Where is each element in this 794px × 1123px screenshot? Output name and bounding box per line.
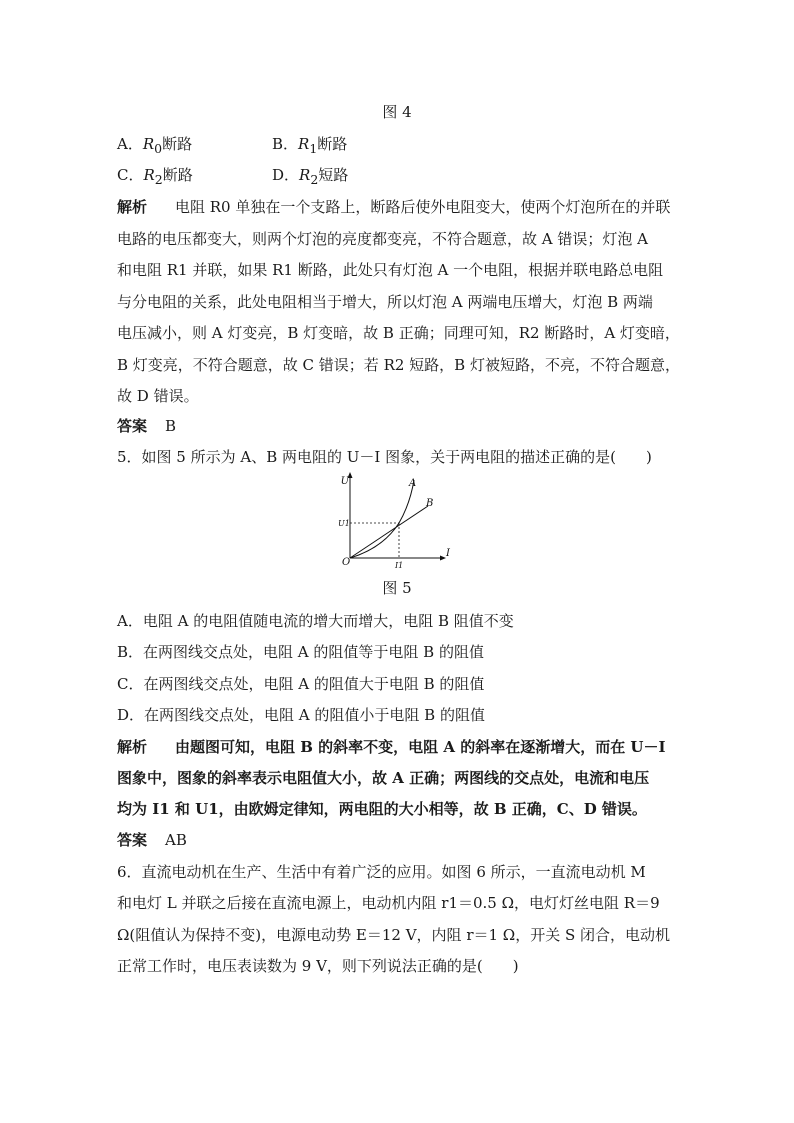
q5-analysis-line: 图象中，图象的斜率表示电阻值大小，故 A 正确；两图线的交点处，电流和电压 [117,769,650,787]
curve-b [350,506,428,558]
q4-option-d [272,165,348,190]
option-var: R [143,166,155,184]
option-sub: 0 [154,141,163,156]
analysis-label: 解析 [117,198,148,216]
q5-option-d: D．在两图线交点处，电阻 A 的阻值小于电阻 B 的阻值 [117,706,485,724]
y-axis-label: U [340,476,349,487]
option-var: R [298,135,310,153]
q6-stem-line: Ω(阻值认为保持不变)，电源电动势 E＝12 V，内阻 r＝1 Ω，开关 S 闭合，电动机 [117,926,671,944]
answer-label: 答案 [117,831,148,849]
answer-value: B [165,417,177,435]
option-var: R [299,166,311,184]
q5-analysis-line: 均为 I1 和 U1，由欧姆定律知，两电阻的大小相等，故 B 正确，C、D 错误。 [117,800,647,818]
q6-stem-line: 和电灯 L 并联之后接在直流电源上，电动机内阻 r1＝0.5 Ω，电灯灯丝电阻 R＝9 [117,894,660,912]
q4-answer [117,416,176,436]
option-sub: 2 [310,172,319,187]
q5-option-a: A．电阻 A 的电阻值随电流的增大而增大，电阻 B 阻值不变 [117,612,514,630]
option-label: A． [117,135,143,153]
q4-analysis-line: 和电阻 R1 并联，如果 R1 断路，此处只有灯泡 A 一个电阻，根据并联电路总电阻 [117,261,664,279]
u1-label: U1 [338,519,350,528]
option-sub: 2 [154,172,163,187]
option-label: D． [272,166,300,184]
answer-label: 答案 [117,417,148,435]
figure-4-caption: 图 4 [382,103,412,121]
q4-option-a [117,134,192,159]
option-sub: 1 [309,141,318,156]
analysis-label: 解析 [117,738,148,756]
q6-stem-line: 6．直流电动机在生产、生活中有着广泛的应用。如图 6 所示，一直流电动机 M [117,863,646,881]
q4-analysis-line: 电压减小，则 A 灯变亮，B 灯变暗，故 B 正确；同理可知，R2 断路时，A 灯变暗， [117,324,680,342]
figure-5-caption: 图 5 [382,579,412,597]
option-text: 断路 [162,166,193,184]
q6-stem-line: 正常工作时，电压表读数为 9 V，则下列说法正确的是( ) [117,957,519,975]
option-text: 断路 [317,135,348,153]
q5-ui-graph [338,470,458,570]
analysis-text: 电阻 R0 单独在一个支路上，断路后使外电阻变大，使两个灯泡所在的并联 [175,198,671,216]
analysis-text: 由题图可知，电阻 B 的斜率不变，电阻 A 的斜率在逐渐增大，而在 U－I [175,738,666,756]
q5-option-c: C．在两图线交点处，电阻 A 的阻值大于电阻 B 的阻值 [117,675,485,693]
option-var: R [142,135,155,153]
q4-analysis-line: 与分电阻的关系，此处电阻相当于增大，所以灯泡 A 两端电压增大，灯泡 B 两端 [117,293,653,311]
i1-label: I1 [395,561,404,570]
curve-b-label: B [426,498,434,509]
q4-option-b [272,134,347,159]
x-axis-label: I [446,548,450,559]
option-label: C． [117,166,144,184]
answer-value: AB [165,831,187,849]
curve-a [350,478,417,558]
q4-analysis-line: 故 D 错误。 [117,387,199,405]
option-text: 短路 [318,166,349,184]
q4-analysis-line: B 灯变亮，不符合题意，故 C 错误；若 R2 短路，B 灯被短路，不亮，不符合题意， [117,356,680,374]
q5-analysis-line [117,737,666,757]
q4-analysis-line: 电路的电压都变大，则两个灯泡的亮度都变亮，不符合题意，故 A 错误；灯泡 A [117,230,648,248]
q4-option-c [117,165,193,190]
q5-answer [117,830,187,850]
q4-analysis-line [117,197,670,217]
q5-stem: 5．如图 5 所示为 A、B 两电阻的 U－I 图象，关于两电阻的描述正确的是( ) [117,448,652,466]
option-label: B． [272,135,299,153]
origin-label: O [342,557,351,568]
q5-option-b: B．在两图线交点处，电阻 A 的阻值等于电阻 B 的阻值 [117,643,484,661]
option-text: 断路 [162,135,193,153]
curve-a-label: A [409,478,417,489]
